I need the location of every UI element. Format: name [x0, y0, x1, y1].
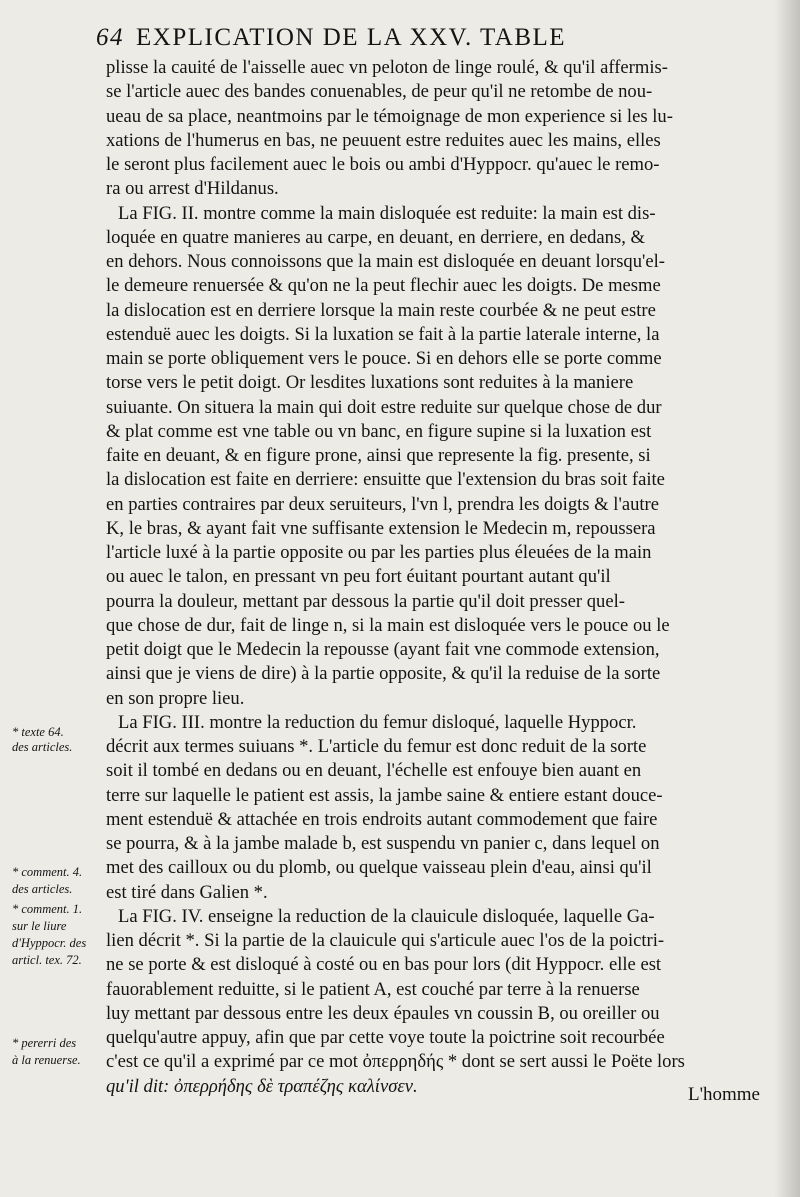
text-line: l'article luxé à la partie opposite ou par les parties plus éleuées de la main	[106, 542, 652, 563]
text-line: petit doigt que le Medecin la repousse (ayant fait vne commode extension,	[106, 639, 660, 660]
text-line: la dislocation est en derriere lorsque la main reste courbée & ne peut estre	[106, 299, 656, 321]
text-line: suiuante. On situera la main qui doit estre reduite sur quelque chose de dur	[106, 396, 662, 418]
text-line: décrit aux termes suiuans *. L'article du femur est donc reduit de la sorte	[106, 736, 647, 757]
margin-note: d'Hyppocr. des	[12, 936, 87, 950]
margin-note: articl. tex. 72.	[12, 953, 82, 967]
text-line: quelqu'autre appuy, afin que par cette voye toute la poictrine soit recourbée	[106, 1027, 665, 1048]
text-line: ou auec le talon, en pressant vn peu fort éuitant pourtant autant qu'il	[106, 566, 611, 588]
text-line: c'est ce qu'il a exprimé par ce mot ὀπερρηδής * dont se sert aussi le Poëte lors	[106, 1051, 685, 1073]
text-line: ra ou arrest d'Hildanus.	[106, 178, 279, 200]
text-line: main se porte obliquement vers le pouce. Si en dehors elle se porte comme	[106, 348, 662, 369]
text-line: est tiré dans Galien *.	[106, 881, 268, 903]
text-line: luy mettant par dessous entre les deux épaules vn coussin B, ou oreiller ou	[106, 1002, 660, 1024]
text-line: ainsi que je viens de dire) à la partie opposite, & qu'il la reduise de la sorte	[106, 663, 661, 685]
margin-note: à la renuerse.	[12, 1053, 81, 1067]
margin-note: des articles.	[12, 740, 73, 754]
paragraph	[106, 905, 754, 1099]
text-line: en son propre lieu.	[106, 687, 245, 709]
paragraph	[106, 202, 754, 711]
catchword: L'homme	[687, 1084, 760, 1105]
text-line: ueau de sa place, neantmoins par le témoignage de mon experience si les lu-	[106, 105, 673, 127]
text-line: le demeure renuersée & qu'on ne la peut flechir auec les doigts. De mesme	[106, 275, 661, 297]
text-line: terre sur laquelle le patient est assis, la jambe saine & entiere estant douce-	[106, 784, 663, 806]
paragraph	[106, 56, 754, 202]
text-line: K, le bras, & ayant fait vne suffisante extension le Medecin m, repoussera	[106, 517, 656, 539]
text-line: & plat comme est vne table ou vn banc, en figure supine si la luxation est	[106, 420, 652, 442]
text-line: la dislocation est faite en derriere: ensuitte que l'extension du bras soit faite	[106, 469, 665, 491]
margin-note: * texte 64.	[12, 725, 64, 739]
text-line: lien décrit *. Si la partie de la clauicule qui s'articule auec l'os de la poictri-	[106, 930, 665, 951]
page-title: EXPLICATION DE LA XXV. TABLE	[136, 24, 567, 51]
text-line: en parties contraires par deux seruiteurs, l'vn l, prendra les doigts & l'autre	[106, 493, 659, 515]
page-edge-shadow	[774, 0, 800, 1197]
text-line: plisse la cauité de l'aisselle auec vn peloton de linge roulé, & qu'il affermis-	[106, 57, 668, 78]
text-line: ne se porte & est disloqué à costé ou en bas pour lors (dit Hyppocr. elle est	[106, 954, 662, 976]
text-line: en dehors. Nous connoissons que la main est disloquée en deuant lorsqu'el-	[106, 251, 665, 272]
text-line: La FIG. IV. enseigne la reduction de la clauicule disloquée, laquelle Ga-	[118, 905, 655, 927]
text-line: torse vers le petit doigt. Or lesdites luxations sont reduites à la maniere	[106, 372, 634, 394]
running-header	[96, 24, 676, 52]
page-number: 64	[96, 24, 124, 51]
text-line: soit il tombé en dedans ou en deuant, l'échelle est enfouye bien auant en	[106, 760, 642, 782]
text-line: ment estenduë & attachée en trois endroits autant commodement que faire	[106, 808, 658, 830]
text-line: qu'il dit: ὀπερρήδης δὲ τραπέζης καλίνσεν.	[106, 1075, 418, 1097]
text-line: pourra la douleur, mettant par dessous la partie qu'il doit presser quel-	[106, 590, 625, 612]
text-line: que chose de dur, fait de linge n, si la main est disloquée vers le pouce ou le	[106, 614, 670, 636]
text-line: se l'article auec des bandes conuenables, de peur qu'il ne retombe de nou-	[106, 81, 653, 103]
margin-note: * pererri des	[12, 1036, 77, 1050]
text-line: faite en deuant, & en figure prone, ainsi que represente la fig. presente, si	[106, 445, 651, 466]
text-line: estenduë auec les doigts. Si la luxation se fait à la partie laterale interne, la	[106, 323, 660, 345]
text-line: se pourra, & à la jambe malade b, est suspendu vn panier c, dans lequel on	[106, 833, 660, 854]
margin-note: * comment. 4.	[12, 865, 83, 879]
text-line: La FIG. III. montre la reduction du femur disloqué, laquelle Hyppocr.	[118, 711, 637, 733]
text-line: xations de l'humerus en bas, ne peuuent estre reduites auec les mains, elles	[106, 129, 661, 151]
text-line: loquée en quatre manieres au carpe, en deuant, en derriere, en dedans, &	[106, 226, 645, 248]
text-line: fauorablement reduitte, si le patient A, est couché par terre à la renuerse	[106, 978, 640, 1000]
margin-note: sur le liure	[12, 919, 67, 933]
text-line: le seront plus facilement auec le bois ou ambi d'Hyppocr. qu'auec le remo-	[106, 154, 660, 175]
text-line: La FIG. II. montre comme la main disloquée est reduite: la main est dis-	[118, 202, 656, 224]
margin-note: * comment. 1.	[12, 902, 83, 916]
paragraph	[106, 711, 754, 905]
margin-note: des articles.	[12, 882, 73, 896]
text-line: met des cailloux ou du plomb, ou quelque vaisseau plein d'eau, ainsi qu'il	[106, 857, 652, 879]
body-text	[106, 56, 754, 1099]
